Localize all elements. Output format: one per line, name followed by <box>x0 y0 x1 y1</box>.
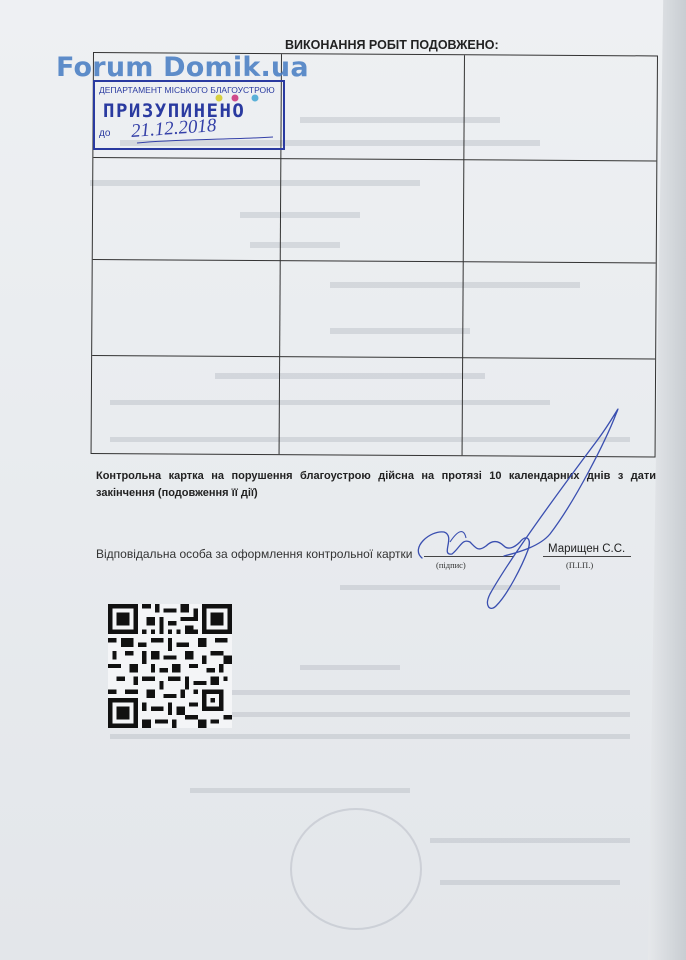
stamp-until-label: до <box>99 128 111 139</box>
table-divider <box>93 259 656 263</box>
bleed-through-line <box>340 585 560 590</box>
bleed-through-line <box>300 665 400 670</box>
bleed-through-line <box>190 788 410 793</box>
name-caption: (П.І.П.) <box>566 560 594 570</box>
stamp-date: 21.12.2018 <box>130 115 218 142</box>
suspended-stamp <box>93 80 285 150</box>
table-divider <box>92 355 655 359</box>
signature-line <box>424 556 514 557</box>
table-divider <box>93 157 656 161</box>
forum-watermark: Forum Domik.ua <box>56 52 309 83</box>
bleed-through-line <box>110 734 630 739</box>
name-line <box>543 556 631 557</box>
stamp-department: ДЕПАРТАМЕНТ МІСЬКОГО БЛАГОУСТРОЮ <box>99 85 275 95</box>
extension-heading: ВИКОНАННЯ РОБІТ ПОДОВЖЕНО: <box>285 38 499 52</box>
responsible-name: Марищен С.С. <box>548 543 626 555</box>
validity-notice: Контрольна картка на порушення благоустрою дійсна на протязі 10 календарних днів з дати закінчення (подовження її дії) <box>96 470 656 499</box>
qr-code-icon <box>106 604 234 728</box>
table-divider <box>462 55 465 455</box>
faded-seal-icon <box>290 808 422 930</box>
bleed-through-line <box>430 838 630 843</box>
stamp-date-underline <box>135 134 275 148</box>
responsible-person-label: Відповідальна особа за оформлення контрольної картки <box>96 547 413 561</box>
bleed-through-line <box>440 880 620 885</box>
signature-caption: (підпис) <box>436 560 466 570</box>
stamp-status: ПРИЗУПИНЕНО <box>103 100 246 122</box>
